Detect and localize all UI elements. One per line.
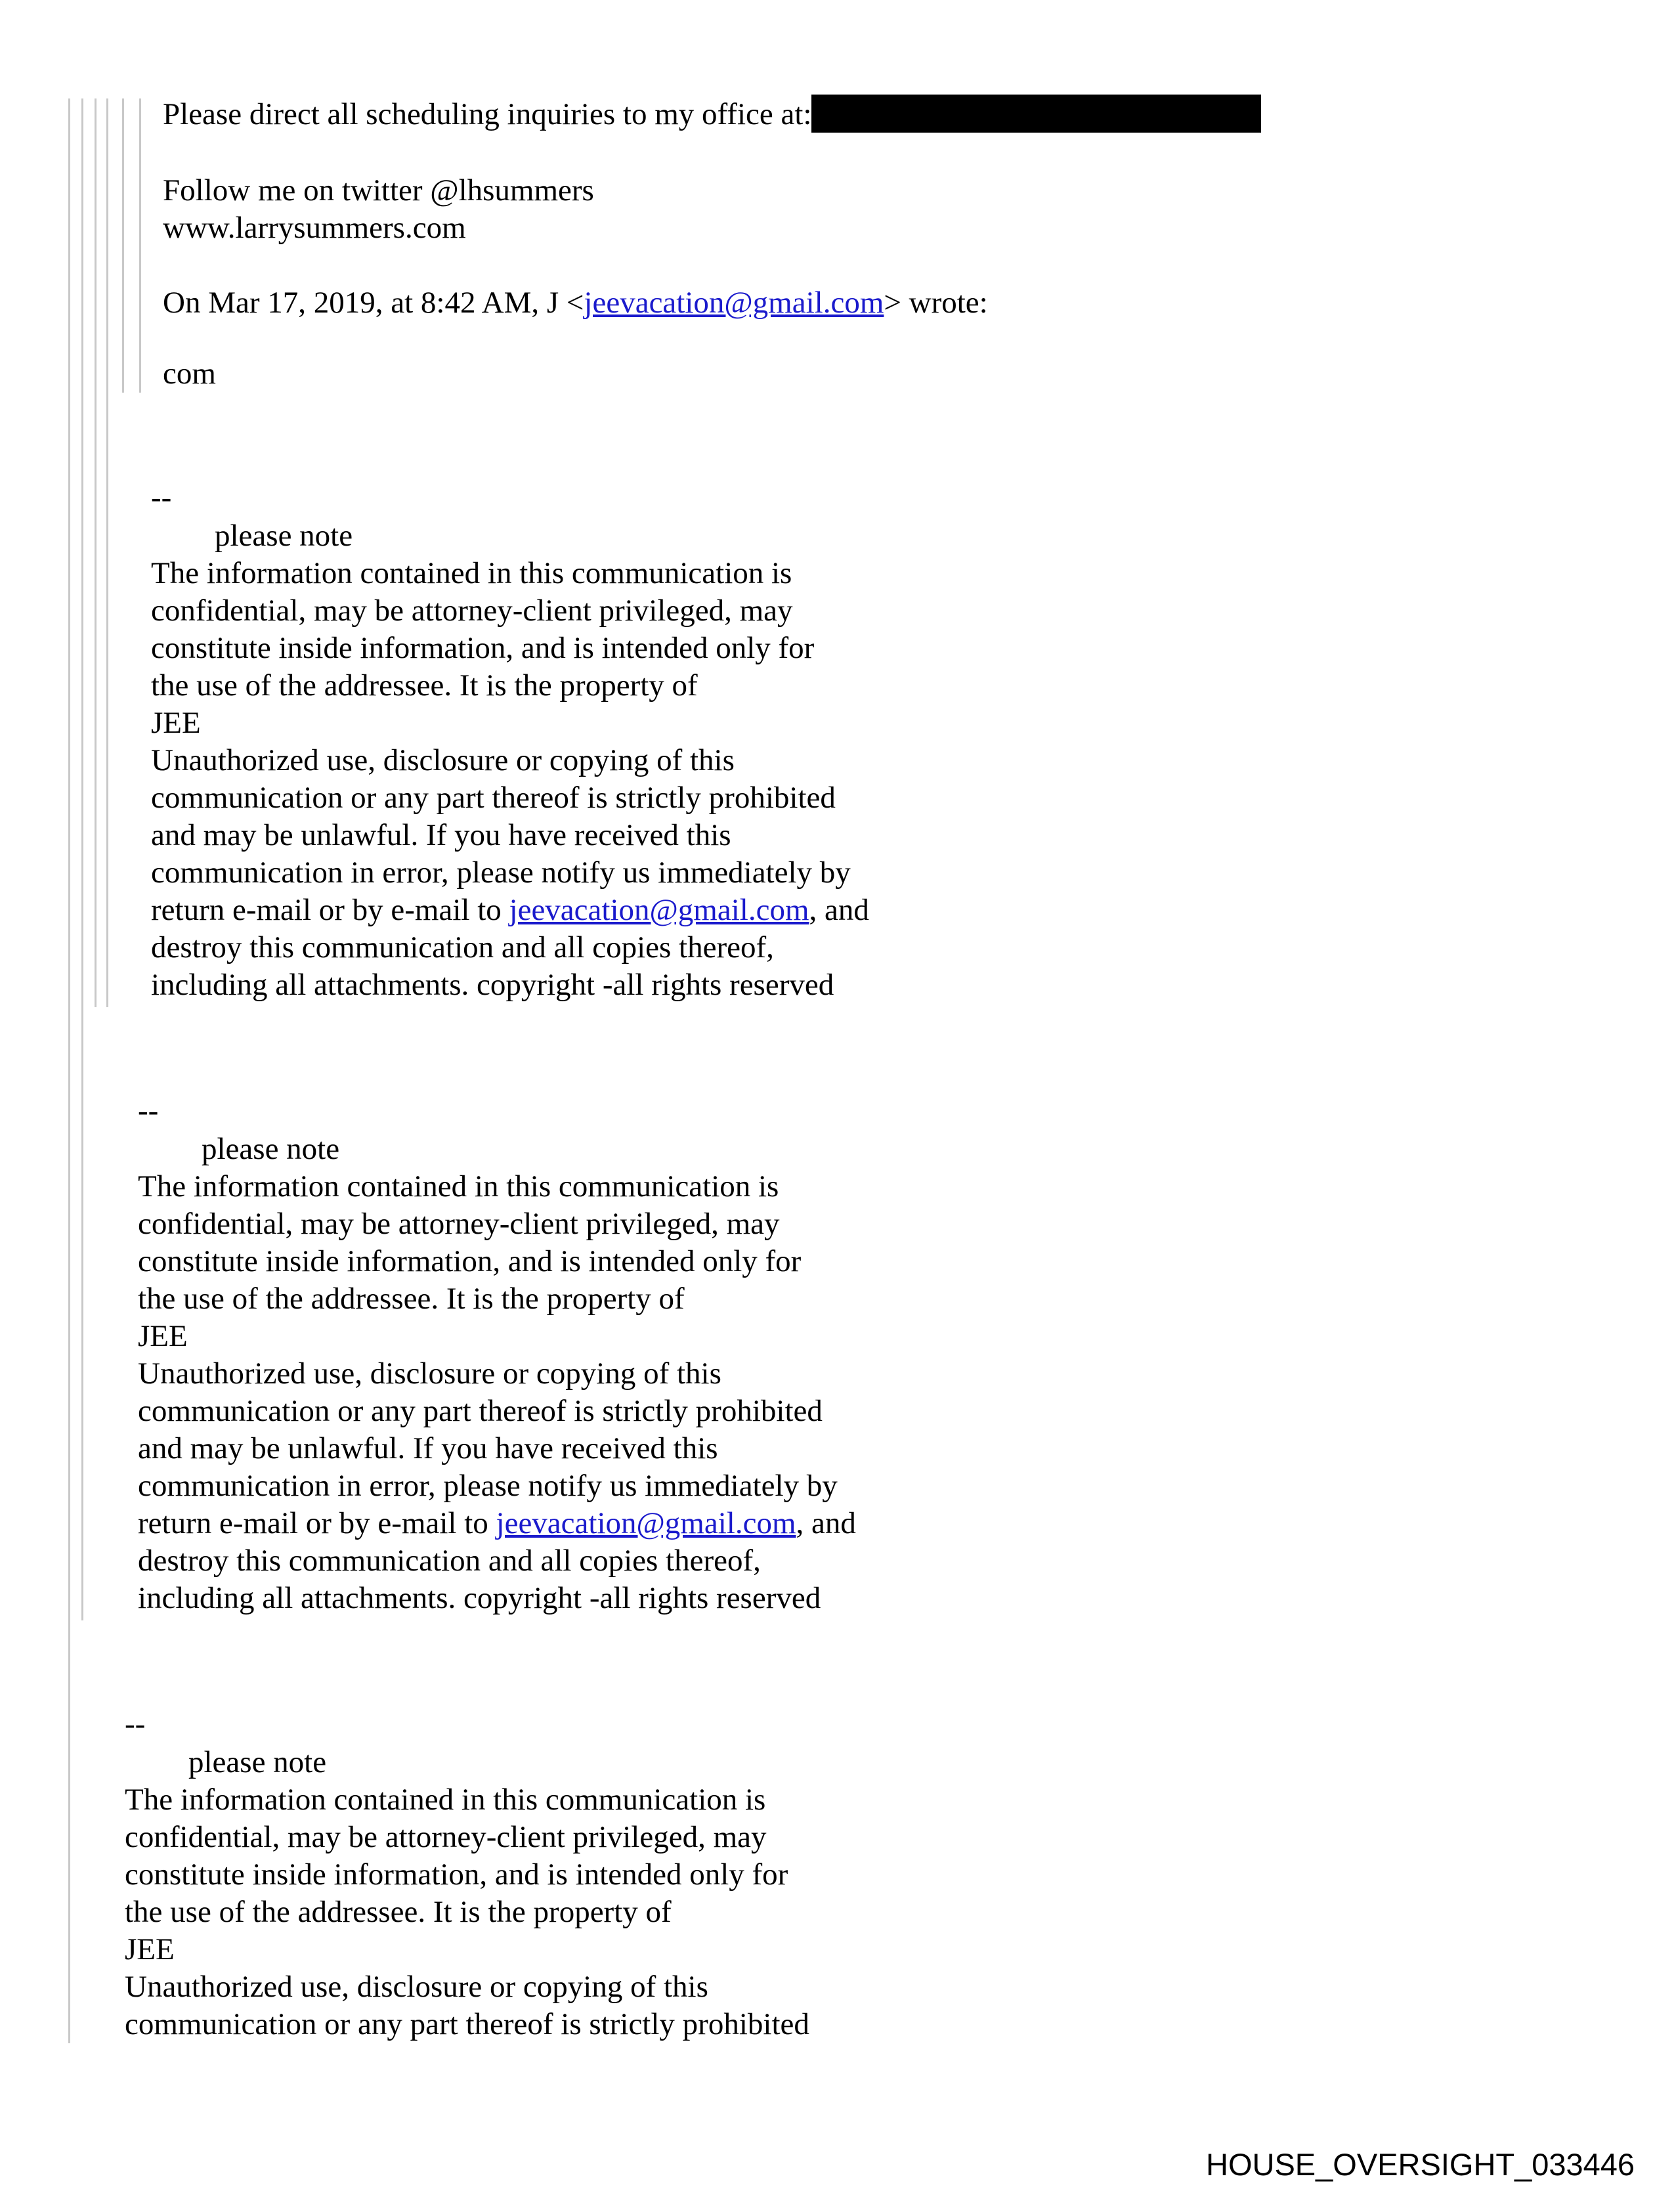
signature-line: confidential, may be attorney-client privileged, may (151, 594, 793, 628)
signature-separator: -- (125, 1707, 146, 1741)
quote-bar (95, 98, 97, 1007)
quote-bar (122, 98, 124, 393)
signature-line: JEE (125, 1932, 175, 1966)
signature-line: including all attachments. copyright -all rights reserved (138, 1581, 821, 1615)
signature-line: the use of the addressee. It is the property of (125, 1895, 672, 1929)
signature-note: please note (215, 519, 353, 553)
email-link[interactable]: jeevacation@gmail.com (509, 893, 809, 927)
signature-note: please note (188, 1745, 327, 1779)
signature-line: JEE (138, 1319, 188, 1353)
signature-line: The information contained in this communication is (151, 556, 792, 590)
signature-line: constitute inside information, and is intended only for (151, 631, 815, 665)
signature-return-line: return e-mail or by e-mail to jeevacation@gmail.com, and (151, 893, 869, 927)
signature-line: communication or any part thereof is strictly prohibited (125, 2007, 809, 2041)
signature-line: communication or any part thereof is strictly prohibited (151, 781, 836, 815)
signature-line: communication in error, please notify us immediately by (151, 856, 851, 890)
signature-line: and may be unlawful. If you have received this (138, 1431, 718, 1465)
twitter-line: Follow me on twitter @lhsummers (163, 173, 594, 207)
signature-line: Unauthorized use, disclosure or copying of this (138, 1356, 721, 1391)
signature-line: confidential, may be attorney-client privileged, may (138, 1207, 780, 1241)
signature-note: please note (202, 1132, 340, 1166)
signature-line: destroy this communication and all copies thereof, (138, 1544, 761, 1578)
website-line: www.larrysummers.com (163, 211, 466, 245)
signature-line: The information contained in this communication is (125, 1783, 766, 1817)
signature-line: The information contained in this communication is (138, 1169, 779, 1204)
redaction-box (811, 95, 1261, 133)
signature-line: JEE (151, 706, 201, 740)
signature-line: destroy this communication and all copies thereof, (151, 930, 774, 965)
quote-bar (68, 98, 70, 2043)
email-link[interactable]: jeevacation@gmail.com (496, 1506, 796, 1540)
quote-bar (139, 98, 141, 393)
signature-line: communication in error, please notify us immediately by (138, 1469, 838, 1503)
signature-separator: -- (138, 1094, 159, 1128)
signature-line: Unauthorized use, disclosure or copying of this (151, 743, 735, 777)
signature-line: constitute inside information, and is intended only for (125, 1857, 788, 1892)
email-link[interactable]: jeevacation@gmail.com (584, 286, 884, 320)
signature-line: constitute inside information, and is intended only for (138, 1244, 802, 1278)
signature-line: the use of the addressee. It is the property of (138, 1282, 685, 1316)
signature-line: Unauthorized use, disclosure or copying of this (125, 1970, 708, 2004)
signature-separator: -- (151, 481, 172, 515)
quote-bar (106, 98, 108, 1007)
signature-return-line: return e-mail or by e-mail to jeevacation@gmail.com, and (138, 1506, 856, 1540)
bates-number: HOUSE_OVERSIGHT_033446 (1206, 2147, 1635, 2182)
signature-line: including all attachments. copyright -all rights reserved (151, 968, 834, 1002)
signature-line: communication or any part thereof is strictly prohibited (138, 1394, 823, 1428)
quote-bar (81, 98, 83, 1620)
quoted-body: com (163, 357, 216, 391)
quoted-header: On Mar 17, 2019, at 8:42 AM, J <jeevacation@gmail.com> wrote: (163, 286, 988, 320)
signature-line: the use of the addressee. It is the property of (151, 668, 698, 703)
signature-line: confidential, may be attorney-client privileged, may (125, 1820, 767, 1854)
signature-line: and may be unlawful. If you have received this (151, 818, 731, 852)
scheduling-line: Please direct all scheduling inquiries to my office at: (163, 96, 1261, 133)
